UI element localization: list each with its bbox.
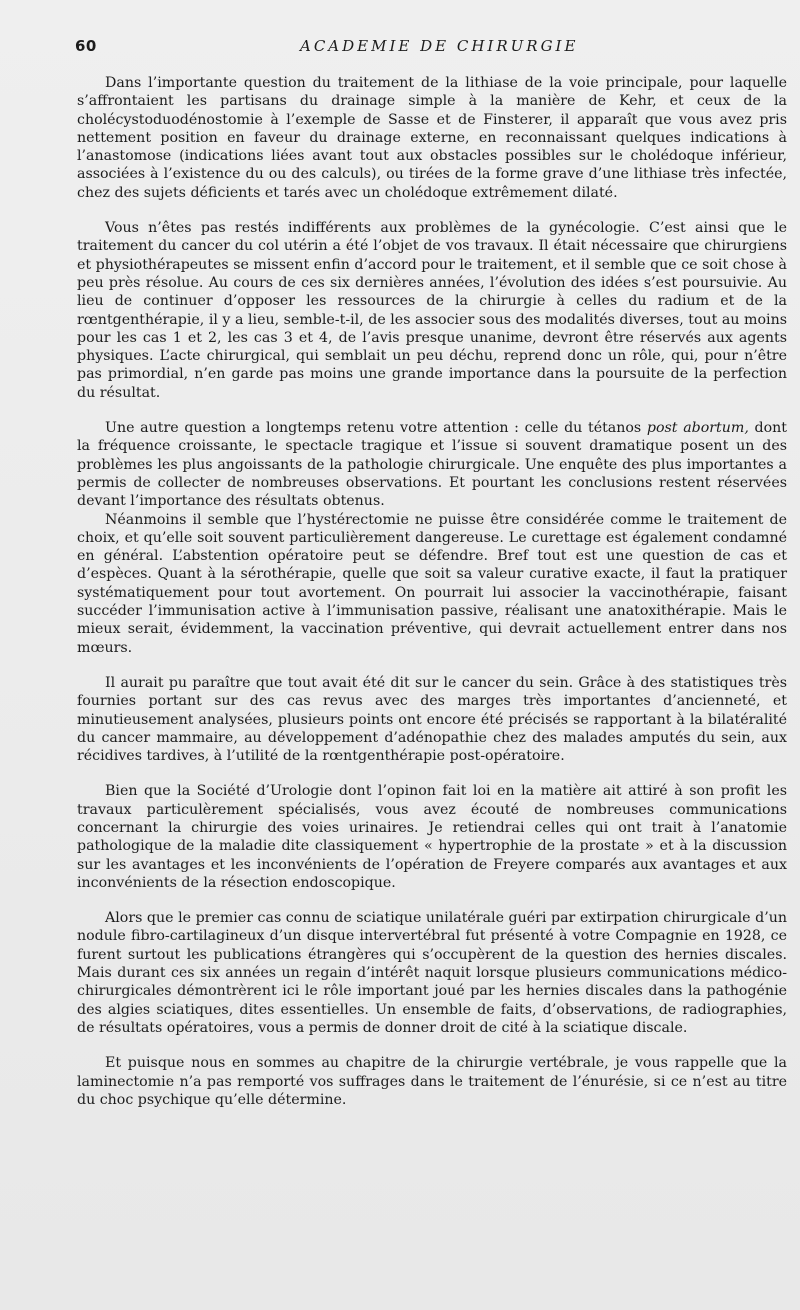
page-number: 60 — [75, 37, 97, 55]
paragraph-laminectomie: Et puisque nous en sommes au chapitre de la chirurgie vertébrale, je vous rappelle que la laminectomie n’a pas remporté vos suffrages dans le traitement de l’énurésie, si ce n’est au titre du choc psychique qu’elle détermine. — [77, 1055, 787, 1108]
paragraph-urologie: Bien que la Société d’Urologie dont l’opinon fait loi en la matière ait attiré à son profit les travaux particulèrement spécialisés, vous avez écouté de nombreuses communications concernant la chirurgie des voies urinaires. Je retiendrai celles qui ont trait à l’anatomie pathologique de la maladie dite classiquement « hypertrophie de la prostate » et à la discussion sur les avantages et les inconvénients de l’opération de Freyere comparés aux avantages et aux inconvénients de la résection endoscopique. — [77, 783, 787, 891]
body-text — [77, 74, 787, 1109]
paragraph-tetanos-start: Une autre question a longtemps retenu votre attention : celle du tétanos — [105, 420, 647, 437]
paragraph-cancer-sein: Il aurait pu paraître que tout avait été dit sur le cancer du sein. Grâce à des statistiques très fournies portant sur des cas revus avec des marges très importantes d’ancienneté, et minutieusement analysées, plusieurs points ont encore été précisés se rapportant à la bilatéralité du cancer mammaire, au développement d’adénopathie chez des malades amputés du sein, aux récidives tardives, à l’utilité de la rœntgenthérapie post-opératoire. — [77, 674, 787, 765]
page-header — [75, 37, 785, 61]
paragraph-tetanos-italic: post abortum, — [646, 420, 749, 437]
paragraph-hysterectomie: Néanmoins il semble que l’hystérectomie ne puisse être considérée comme le traitement de choix, et qu’elle soit souvent particulièrement dangereuse. Le curettage est également condamné en général. L’abstention opératoire peut se défendre. Bref tout est une question de cas et d’espèces. Quant à la sérothérapie, quelle que soit sa valeur curative exacte, il faut la pratiquer systématiquement pour tout avortement. On pourrait lui associer la vaccinothérapie, faisant succéder l’immunisation active à l’immunisation passive, réalisant une anatoxithérapie. Mais le mieux serait, évidemment, la vaccination préventive, qui devrait actuellement entrer dans nos mœurs. — [77, 511, 787, 656]
paragraph-tetanos — [77, 419, 787, 510]
paragraph-tetanos-end: dont la fréquence croissante, le spectacle tragique et l’issue si souvent dramatique posent un des problèmes les plus angoissants de la pathologie chirurgicale. Une enquête des plus importantes a permis de collecter de nombreuses observations. Et pourtant les conclusions restent réservées devant l’importance des résultats obtenus. — [77, 420, 787, 510]
paragraph-gynecologie: Vous n’êtes pas restés indifférents aux problèmes de la gynécologie. C’est ainsi que le traitement du cancer du col utérin a été l’objet de vos travaux. Il était nécessaire que chirurgiens et physiothérapeutes se missent enfin d’accord pour le traitement, et il semble que ce soit chose à peu près résolue. Au cours de ces six dernières années, l’évolution des idées s’est poursuivie. Au lieu de continuer d’opposer les ressources de la chirurgie à celles du radium et de la rœntgenthérapie, il y a lieu, semble-t-il, de les associer sous des modalités diverses, tout au moins pour les cas 1 et 2, les cas 3 et 4, de l’avis presque unanime, devront être réservés aux agents physiques. L’acte chirurgical, qui semblait un peu déchu, reprend donc un rôle, qui, pour n’être pas primordial, n’en garde pas moins une grande importance dans la poursuite de la perfection du résultat. — [77, 220, 787, 401]
running-title: ACADEMIE DE CHIRURGIE — [300, 37, 579, 55]
paragraph-lithiase: Dans l’importante question du traitement de la lithiase de la voie principale, pour laquelle s’affrontaient les partisans du drainage simple à la manière de Kehr, et ceux de la cholécystoduodénostomie à l’exemple de Sasse et de Finsterer, il apparaît que vous avez pris nettement position en faveur du drainage externe, en reconnaissant quelques indications à l’anastomose (indications liées avant tout aux obstacles possibles sur le cholédoque inférieur, associées à l’existence du ou des calculs), ou tirées de la forme grave d’une lithiase très infectée, chez des sujets déficients et tarés avec un cholédoque extrêmement dilaté. — [77, 75, 787, 201]
paragraph-sciatique: Alors que le premier cas connu de sciatique unilatérale guéri par extirpation chirurgicale d’un nodule fibro-cartilagineux d’un disque intervertébral fut présenté à votre Compagnie en 1928, ce furent surtout les publications étrangères qui s’occupèrent de la question des hernies discales. Mais durant ces six années un regain d’intérêt naquit lorsque plusieurs communications médico-chirurgicales démontrèrent ici le rôle important joué par les hernies discales dans la pathogénie des algies sciatiques, dites essentielles. Un ensemble de faits, d’observations, de radiographies, de résultats opératoires, vous a permis de donner droit de cité à la sciatique discale. — [77, 910, 787, 1036]
